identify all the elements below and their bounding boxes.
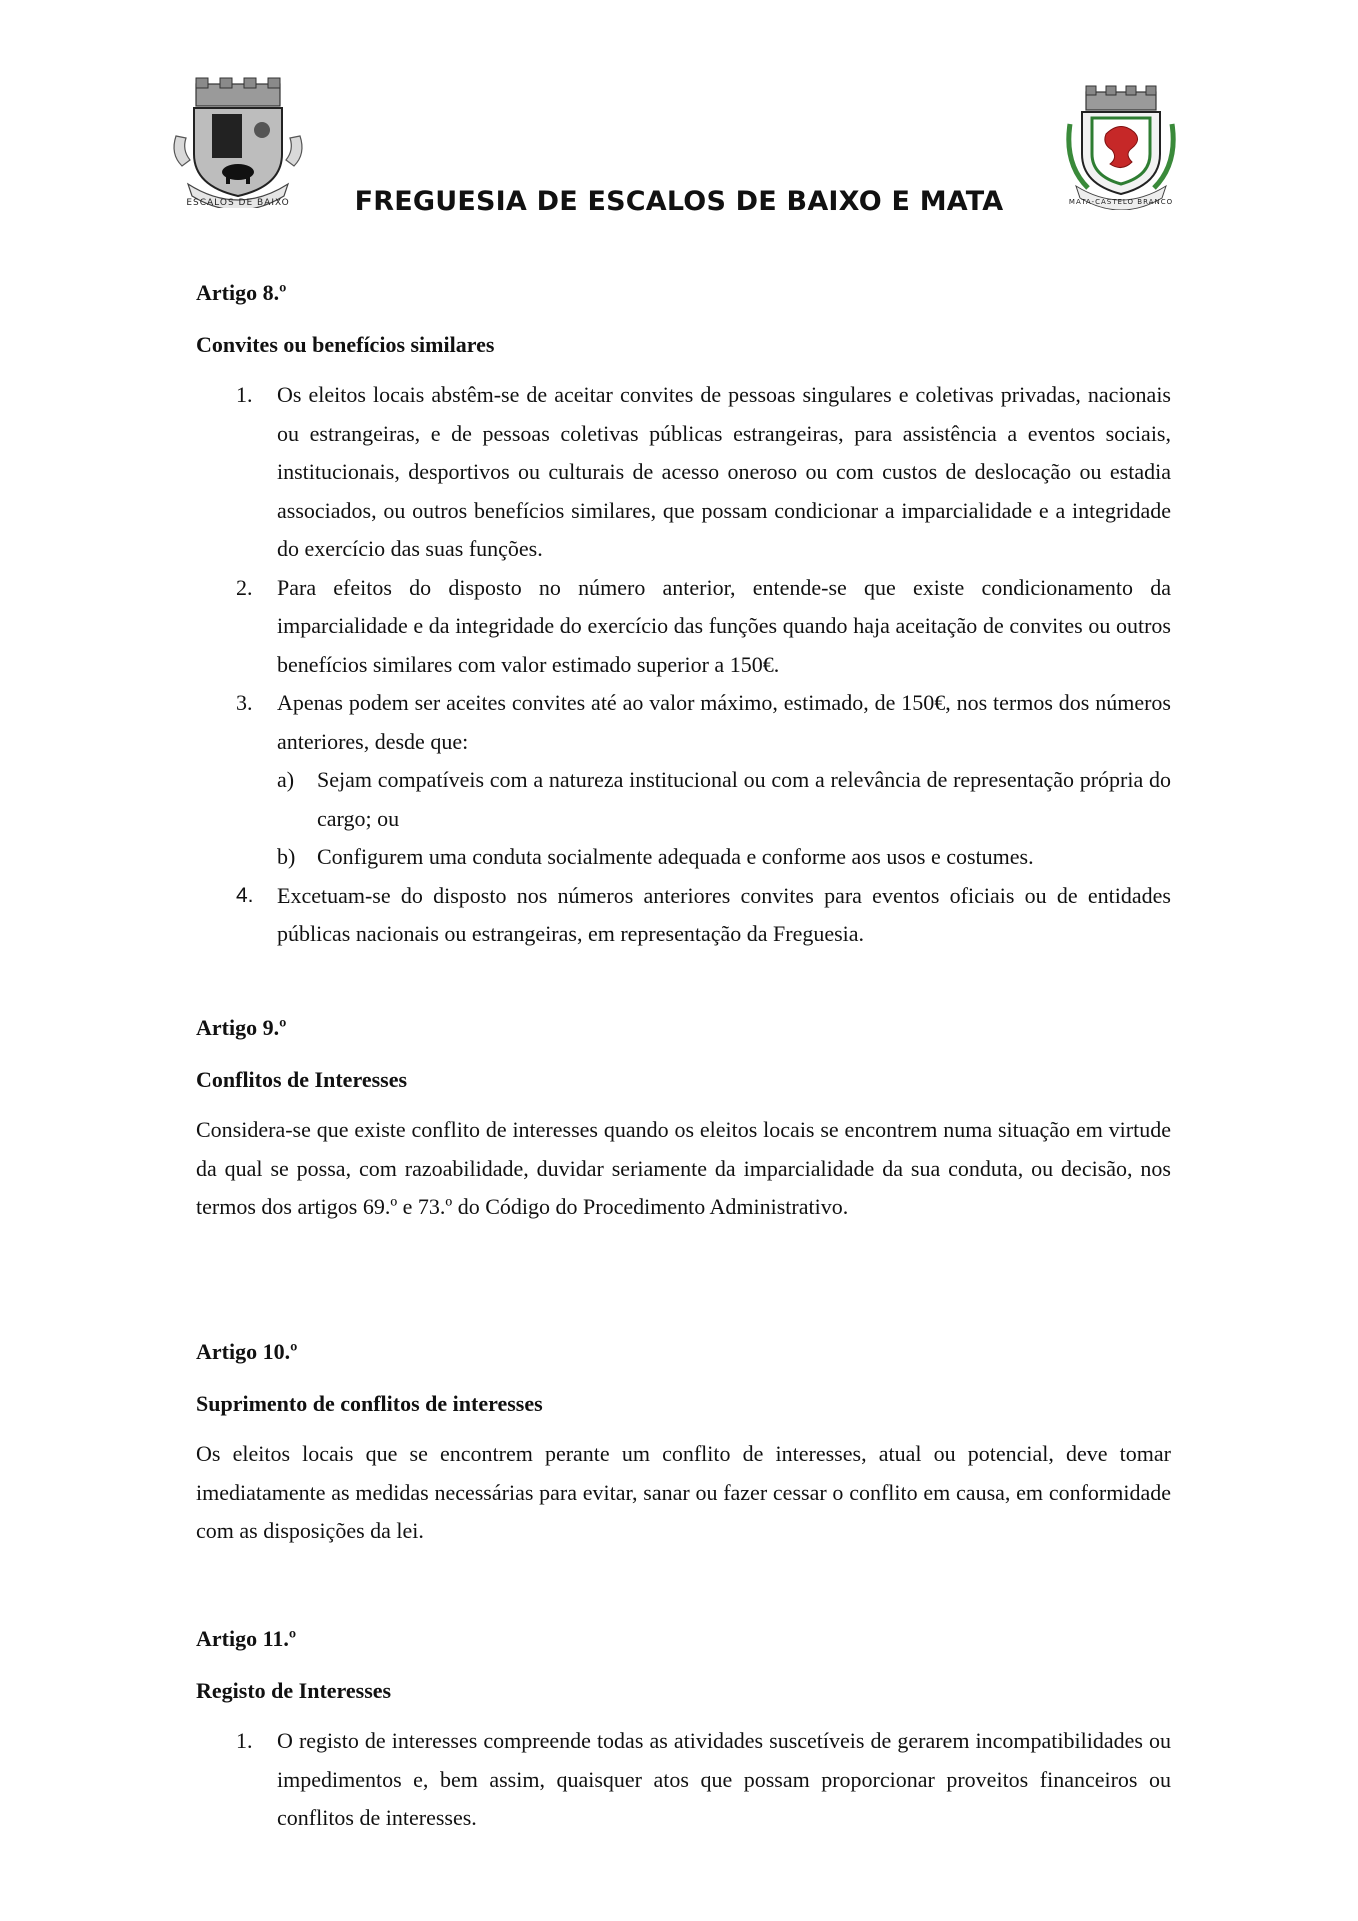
crest-right-label: MATA-CASTELO BRANCO — [1068, 198, 1174, 206]
item-text: Para efeitos do disposto no número anterior, entende-se que existe condicionamento da imparcialidade e da integridade do exercício das funções quando haja aceitação de convites ou outros benefícios similares com valor estimado superior a 150€. — [277, 574, 1171, 677]
article-paragraph: Os eleitos locais que se encontrem perante um conflito de interesses, atual ou potencial, deve tomar imediatamente as medidas necessárias para evitar, sanar ou fazer cessar o conflito em causa, em conformidade com as disposições da lei. — [196, 1441, 1171, 1543]
article-title: Artigo 8.º — [196, 280, 287, 305]
sub-item-text: Sejam compatíveis com a natureza institucional ou com a relevância de representação própria do cargo; ou — [317, 767, 1171, 831]
item-number: 2. — [236, 574, 253, 600]
item-number: 4. — [236, 883, 254, 907]
item-text: Apenas podem ser aceites convites até ao valor máximo, estimado, de 150€, nos termos dos números anteriores, desde que: — [277, 690, 1171, 754]
sub-list-item — [277, 838, 1171, 877]
article-8 — [196, 274, 1171, 954]
article-title: Artigo 10.º — [196, 1339, 298, 1364]
sub-list-item — [277, 761, 1171, 838]
list-item — [196, 376, 1171, 569]
article-9 — [196, 1009, 1171, 1227]
numbered-list — [196, 1722, 1171, 1838]
list-item — [196, 877, 1171, 954]
article-11 — [196, 1620, 1171, 1838]
article-subtitle: Convites ou benefícios similares — [196, 332, 495, 357]
item-number: 1. — [236, 382, 253, 407]
sub-item-text: Configurem uma conduta socialmente adequada e conforme aos usos e costumes. — [317, 844, 1034, 869]
list-item — [196, 684, 1171, 877]
sub-item-letter: b) — [277, 844, 296, 869]
page-header-title: FREGUESIA DE ESCALOS DE BAIXO E MATA — [354, 186, 1004, 217]
item-text: Os eleitos locais abstêm-se de aceitar convites de pessoas singulares e coletivas privadas, nacionais ou estrangeiras, e de pessoas coletivas públicas estrangeiras, para assistência a eventos sociais, institucionais, desportivos ou culturais de acesso oneroso ou com custos de deslocação ou estadia associados, ou outros benefícios similares, que possam condicionar a imparcialidade e a integridade do exercício das suas funções. — [277, 382, 1171, 561]
article-subtitle: Registo de Interesses — [196, 1678, 392, 1703]
numbered-list — [196, 376, 1171, 954]
article-paragraph: Considera-se que existe conflito de interesses quando os eleitos locais se encontrem numa situação em virtude da qual se possa, com razoabilidade, duvidar seriamente da imparcialidade da sua conduta, ou decisão, nos termos dos artigos 69.º e 73.º do Código do Procedimento Administrativo. — [196, 1117, 1171, 1219]
sub-list — [277, 761, 1171, 877]
list-item — [196, 1722, 1171, 1838]
article-title: Artigo 9.º — [196, 1015, 287, 1040]
article-subtitle: Conflitos de Interesses — [196, 1067, 408, 1092]
article-10 — [196, 1333, 1171, 1551]
item-text: Excetuam-se do disposto nos números anteriores convites para eventos oficiais ou de entidades públicas nacionais ou estrangeiras, em representação da Freguesia. — [277, 882, 1171, 946]
item-number: 3. — [236, 690, 253, 715]
sub-item-letter: a) — [277, 767, 295, 792]
crest-left-label: ESCALOS DE BAIXO — [186, 198, 290, 208]
list-item — [196, 569, 1171, 685]
item-number: 1. — [236, 1728, 253, 1753]
article-title: Artigo 11.º — [196, 1626, 297, 1651]
article-subtitle: Suprimento de conflitos de interesses — [196, 1391, 543, 1416]
item-text: O registo de interesses compreende todas as atividades suscetíveis de gerarem incompatibilidades ou impedimentos e, bem assim, quaisquer atos que possam proporcionar proveitos financeiros ou conflitos de interesses. — [277, 1728, 1171, 1830]
